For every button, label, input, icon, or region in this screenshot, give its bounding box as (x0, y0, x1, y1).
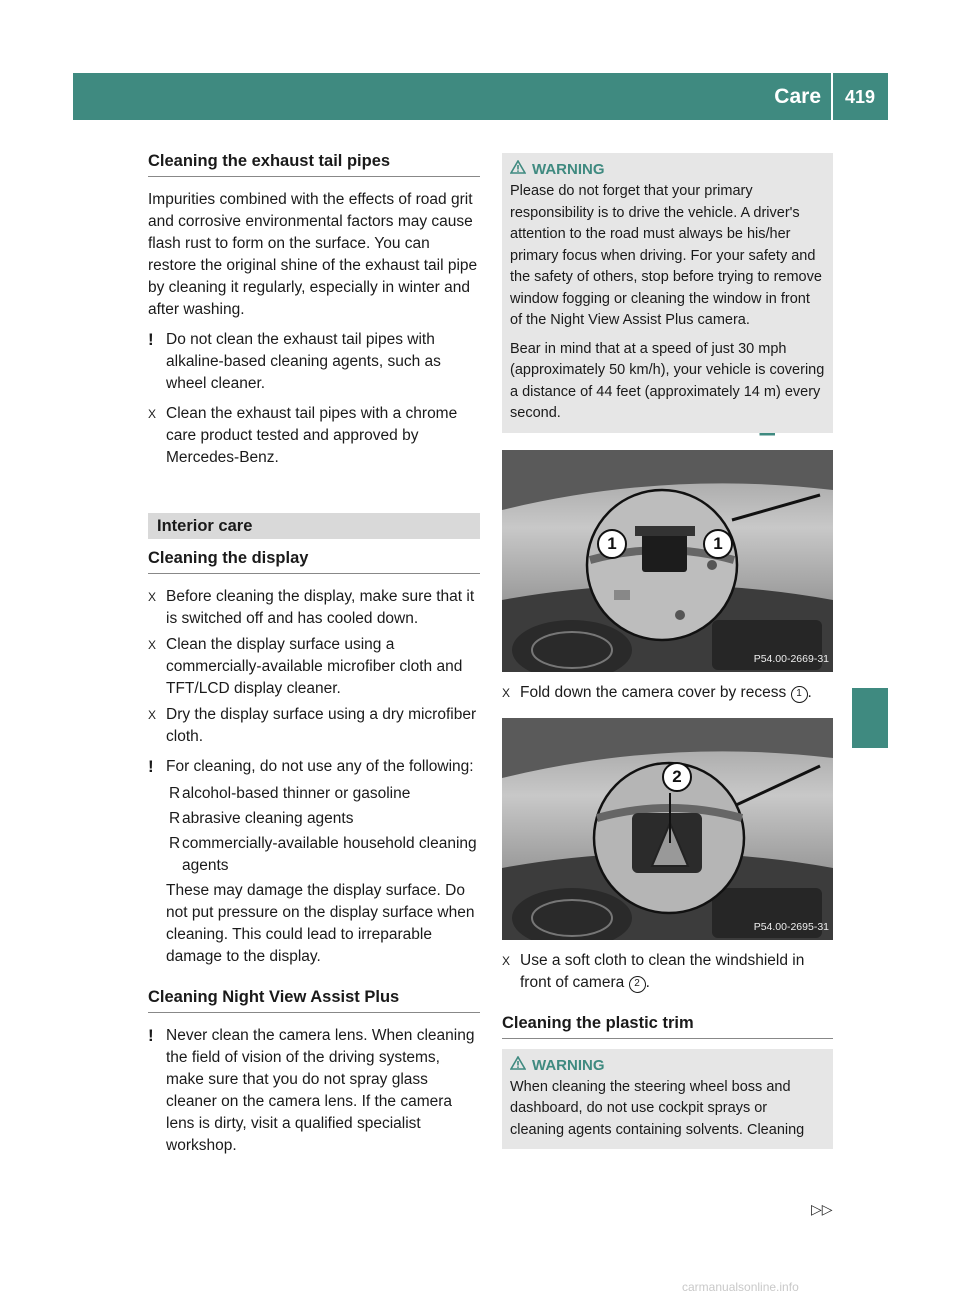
warning-title (510, 1055, 825, 1077)
step-arrow-icon: X (502, 953, 511, 968)
display-step-text: Dry the display surface using a dry microfiber cloth. (166, 706, 477, 745)
display-step (148, 704, 480, 748)
exhaust-heading: Cleaning the exhaust tail pipes (148, 150, 480, 177)
warning-triangle-icon (510, 159, 532, 181)
display-note-bullets (148, 783, 480, 877)
step-arrow-icon: X (148, 407, 157, 421)
step-period: . (807, 683, 812, 701)
list-item (169, 783, 480, 805)
left-column (148, 150, 480, 1157)
camera-photo-2-art (502, 718, 833, 940)
camera-step-2 (502, 950, 833, 994)
callout-1: 1 (597, 529, 627, 559)
warning-text: Please do not forget that your primary responsibility is to drive the vehicle. A driver's attention to the road must always be his/her primary focus when driving. For your safety and the safety of others, stop before trying to remove window fogging or cleaning the window in front of the Night View Assist Plus camera. (510, 183, 822, 328)
exhaust-note-text: Do not clean the exhaust tail pipes with alkaline-based cleaning agents, such as wheel cleaner. (166, 331, 441, 392)
callout-ref: 2 (629, 976, 646, 993)
nightview-note (148, 1025, 480, 1157)
exhaust-step-text: Clean the exhaust tail pipes with a chrome care product tested and approved by Mercedes-Benz. (166, 405, 458, 466)
note-icon: ! (148, 757, 154, 776)
camera-step-1-text: Fold down the camera cover by recess (520, 683, 787, 701)
warning-text: Bear in mind that at a speed of just 30 mph (approximately 50 km/h), your vehicle is covering a distance of 44 feet (approximately 14 m) every second. (510, 340, 825, 421)
page-header-bar (73, 73, 888, 120)
warning-title-text: WARNING (532, 161, 605, 178)
display-note (148, 756, 480, 968)
note-icon: ! (148, 330, 154, 349)
bullet-text: commercially-available household cleaning agents (182, 835, 477, 874)
plastic-heading: Cleaning the plastic trim (502, 1012, 833, 1039)
bullet-text: abrasive cleaning agents (182, 810, 354, 827)
bullet-icon: R (169, 810, 181, 827)
nightview-heading: Cleaning Night View Assist Plus (148, 986, 480, 1013)
display-step-text: Before cleaning the display, make sure that it is switched off and has cooled down. (166, 588, 475, 627)
display-heading: Cleaning the display (148, 547, 480, 574)
camera-photo-1-art (502, 450, 833, 672)
callout-2: 2 (662, 762, 692, 792)
exhaust-body: Impurities combined with the effects of road grit and corrosive environmental factors may cause flash rust to form on the surface. You can restore the original shine of the exhaust tail pipe by cleaning it regularly, especially in winter and after washing. (148, 191, 478, 318)
warning-box (502, 153, 833, 433)
warning-text: When cleaning the steering wheel boss and dashboard, do not use cockpit sprays or cleaning agents containing solvents. Cleaning (510, 1078, 805, 1138)
nightview-note-text: Never clean the camera lens. When cleaning the field of vision of the driving systems, make sure that you do not spray glass cleaner on the camera lens. If the camera lens is dirty, visit a qualified specialist workshop. (166, 1027, 475, 1154)
header-divider (831, 73, 833, 120)
warning-box (502, 1049, 833, 1150)
exhaust-step (148, 403, 480, 469)
callout-1: 1 (703, 529, 733, 559)
step-arrow-icon: X (148, 638, 157, 652)
callout-ref: 1 (791, 686, 808, 703)
right-column (502, 153, 833, 1149)
display-step (148, 634, 480, 700)
header-section-title: Care (774, 85, 821, 108)
note-icon: ! (148, 1026, 154, 1045)
step-arrow-icon: X (148, 708, 157, 722)
camera-step-2-text: Use a soft cloth to clean the windshield in front of camera (520, 951, 805, 991)
warning-title-text: WARNING (532, 1056, 605, 1074)
step-arrow-icon: X (148, 590, 157, 604)
camera-photo-2 (502, 718, 833, 940)
list-item (169, 833, 480, 877)
display-step (148, 586, 480, 630)
photo-code: P54.00-2695-31 (753, 920, 829, 933)
bullet-icon: R (169, 835, 181, 852)
interior-care-band: Interior care (148, 513, 480, 539)
warning-title (510, 159, 825, 181)
bullet-text: alcohol-based thinner or gasoline (182, 785, 411, 802)
display-note-outro: These may damage the display surface. Do not put pressure on the display surface when cleaning. This could lead to irreparable damage to the display. (166, 882, 475, 965)
side-tab-marker (852, 688, 888, 748)
step-arrow-icon: X (502, 685, 511, 700)
display-note-intro: For cleaning, do not use any of the following: (166, 758, 474, 775)
camera-photo-1 (502, 450, 833, 672)
list-item (169, 808, 480, 830)
watermark: carmanualsonline.info (682, 1280, 799, 1294)
camera-step-1 (502, 682, 833, 704)
page-number: 419 (844, 87, 876, 107)
warning-triangle-icon (510, 1055, 532, 1077)
display-step-text: Clean the display surface using a commercially-available microfiber cloth and TFT/LCD display cleaner. (166, 636, 463, 697)
continue-arrow-icon: ▷▷ (811, 1201, 833, 1217)
exhaust-note (148, 329, 480, 395)
step-period: . (645, 973, 650, 991)
photo-code: P54.00-2669-31 (753, 652, 829, 665)
bullet-icon: R (169, 785, 181, 802)
